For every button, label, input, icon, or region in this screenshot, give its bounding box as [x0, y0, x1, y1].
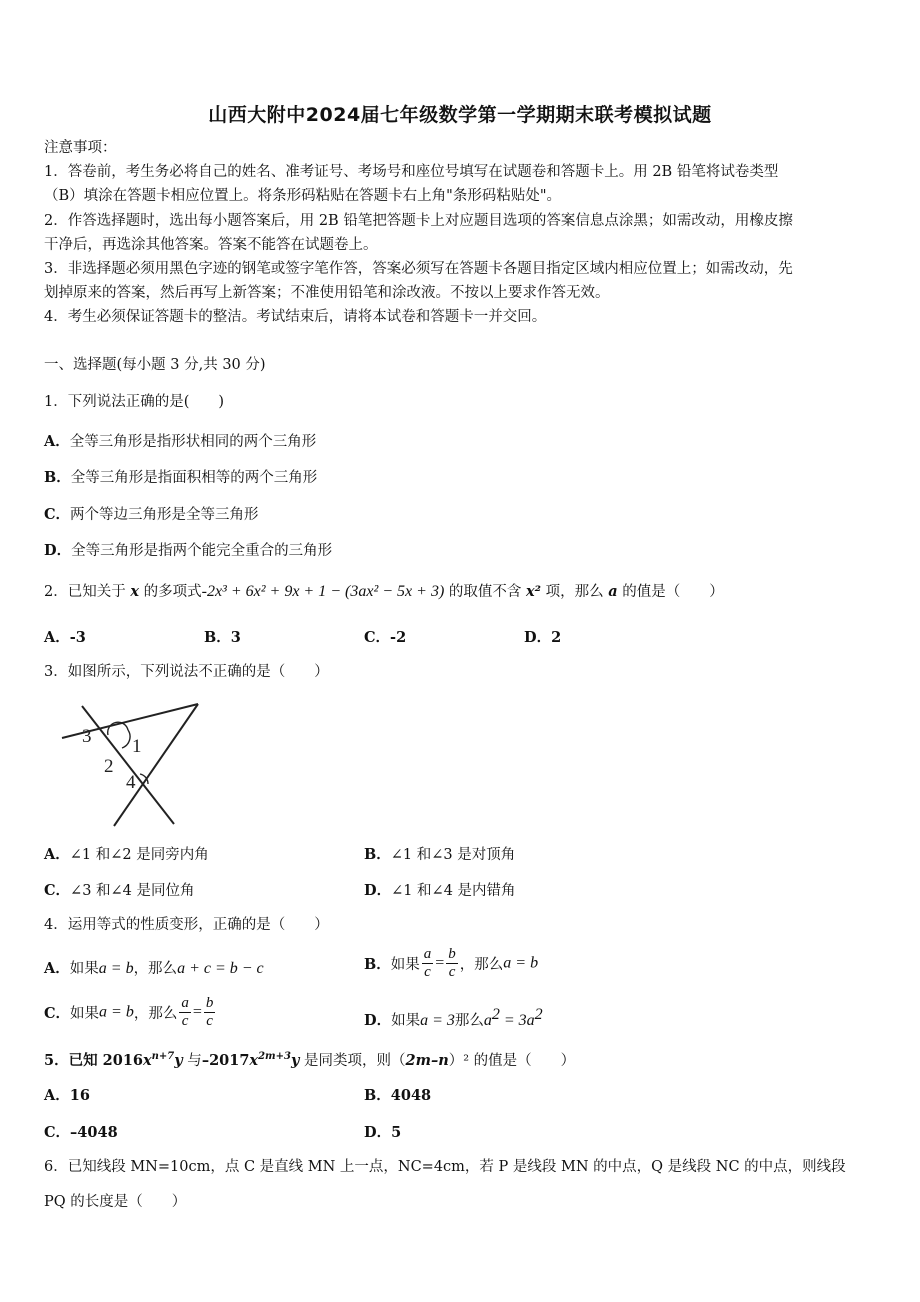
stem-text: 是同类项，则（: [299, 1052, 406, 1069]
option-text: 如果: [70, 1006, 100, 1022]
option-letter: D．: [524, 629, 552, 646]
option-letter: D．: [44, 542, 72, 559]
exponent: 2m+3: [258, 1051, 291, 1062]
option-text: -3: [69, 629, 86, 646]
option-letter: C．: [44, 1124, 71, 1141]
option-text: 如果: [391, 1012, 421, 1029]
option-letter: C．: [44, 1005, 71, 1022]
fraction-denominator: c: [424, 964, 431, 980]
option-letter: D．: [364, 1011, 392, 1029]
option-text: ，那么: [133, 1006, 178, 1022]
option-text: 2: [551, 629, 562, 646]
figure-label-3: 3: [82, 726, 92, 747]
option-letter: D．: [364, 1124, 392, 1141]
q4-option-d: [364, 1006, 543, 1030]
notice-heading: 注意事项：: [44, 140, 117, 156]
fraction: [446, 946, 458, 981]
stem-text: ）² 的值是（ ）: [448, 1052, 576, 1069]
option-text: -2: [390, 629, 407, 646]
q4-option-a: [44, 957, 264, 978]
notice-line: 2．作答选择题时，选出每小题答案后，用 2B 铅笔把答题卡上对应题目选项的答案信息点涂黑；如需改动，用橡皮擦: [44, 213, 793, 229]
option-letter: A．: [44, 629, 70, 646]
question-4-stem: 4．运用等式的性质变形，正确的是（ ）: [44, 917, 329, 933]
option-letter: A．: [44, 1087, 70, 1104]
section-heading: 一、选择题(每小题 3 分,共 30 分): [44, 357, 266, 373]
option-text: 全等三角形是指面积相等的两个三角形: [70, 470, 318, 486]
q3-option-a: [44, 843, 209, 864]
fraction-numerator: a: [423, 946, 432, 962]
option-letter: B．: [44, 469, 71, 486]
variable: y: [174, 1051, 183, 1069]
variable: y: [290, 1051, 300, 1069]
exponent: n+7: [151, 1051, 175, 1062]
option-text: 如果: [390, 957, 420, 973]
option-text: ，那么: [459, 957, 504, 973]
option-letter: B．: [364, 846, 391, 863]
option-text: 16: [69, 1087, 90, 1104]
variable-a: a: [608, 583, 618, 600]
option-text: 那么: [454, 1012, 484, 1029]
equals-sign: =: [435, 954, 445, 972]
option-math: = 3a: [499, 1011, 535, 1029]
option-letter: A．: [44, 960, 70, 977]
question-6-stem: 6．已知线段 MN=10cm，点 C 是直线 MN 上一点，NC=4cm，若 P 是线段 MN 的中点，Q 是线段 NC 的中点，则线段: [44, 1159, 846, 1175]
q5-option-b: [364, 1084, 431, 1105]
exponent: 2: [534, 1006, 543, 1023]
equals-sign: =: [192, 1003, 202, 1021]
option-math: a + c = b − c: [177, 960, 264, 977]
option-text: 4048: [390, 1087, 432, 1104]
angles-figure: [56, 692, 206, 832]
option-letter: C．: [44, 506, 71, 523]
figure-label-4: 4: [126, 772, 136, 793]
option-text: ∠3 和∠4 是同位角: [70, 883, 195, 899]
notice-line: 3．非选择题必须用黑色字迹的钢笔或签字笔作答，答案必须写在答题卡各题目指定区域内相应位置上；如需改动，先: [44, 261, 793, 277]
term-x-squared: x²: [526, 583, 541, 600]
option-text: –4048: [70, 1124, 118, 1141]
q4-option-c: [44, 995, 217, 1030]
stem-text: 与: [182, 1052, 202, 1069]
variable: x: [249, 1051, 259, 1069]
option-text: ，那么: [133, 961, 178, 977]
option-text: 5: [391, 1124, 402, 1141]
fraction-denominator: c: [448, 964, 456, 980]
option-math: a = 3: [420, 1011, 455, 1029]
fraction-numerator: b: [205, 995, 214, 1011]
stem-text: 的多项式: [139, 584, 202, 600]
figure-label-2: 2: [104, 756, 114, 777]
fraction: [204, 995, 216, 1030]
q5-option-d: [364, 1121, 401, 1142]
q3-option-d: [364, 879, 516, 900]
option-letter: D．: [364, 882, 392, 899]
option-text: 全等三角形是指两个能完全重合的三角形: [71, 543, 333, 559]
fraction-numerator: a: [181, 995, 189, 1011]
polynomial-expression: -2x³ + 6x² + 9x + 1 − (3ax² − 5x + 3): [201, 583, 445, 600]
option-text: 如果: [69, 961, 99, 977]
fraction-numerator: b: [448, 946, 456, 962]
exponent: 2: [491, 1006, 500, 1023]
q3-option-c: [44, 879, 195, 900]
option-letter: B．: [204, 629, 231, 646]
fraction: [422, 946, 434, 981]
option-math: a = b: [98, 960, 134, 977]
stem-text: 的取值不含: [444, 584, 526, 600]
variable: x: [143, 1051, 152, 1069]
stem-text: 2．已知关于: [44, 584, 131, 600]
q2-option-b: [204, 626, 241, 647]
option-text: 全等三角形是指形状相同的两个三角形: [69, 434, 317, 450]
option-math: a = b: [99, 1003, 134, 1021]
q2-option-c: [364, 626, 406, 647]
option-text: ∠1 和∠3 是对顶角: [390, 847, 516, 863]
notice-line: 4．考生必须保证答题卡的整洁。考试结束后，请将本试卷和答题卡一并交回。: [44, 309, 547, 325]
question-5-stem: [44, 1047, 575, 1071]
option-text: ∠1 和∠2 是同旁内角: [69, 847, 209, 863]
fraction-denominator: c: [181, 1013, 189, 1029]
notice-line: 划掉原来的答案，然后再写上新答案；不准使用铅笔和涂改液。不按以上要求作答无效。: [44, 285, 610, 301]
option-letter: A．: [44, 433, 70, 450]
q2-option-a: [44, 626, 86, 647]
q4-option-b: [364, 946, 538, 981]
question-1-stem: 1．下列说法正确的是( ): [44, 394, 225, 410]
q5-option-c: [44, 1121, 118, 1142]
option-text: ∠1 和∠4 是内错角: [391, 883, 516, 899]
option-math: a: [483, 1011, 492, 1029]
q1-option-a: [44, 432, 316, 452]
angle-arc: [122, 730, 130, 748]
variable-x: x: [130, 583, 139, 600]
option-text: 3: [230, 629, 241, 646]
q1-option-b: [44, 468, 317, 488]
stem-text: 5．已知 2016: [44, 1051, 143, 1069]
question-6-stem-continued: PQ 的长度是（ ）: [44, 1194, 187, 1210]
option-letter: C．: [364, 629, 391, 646]
notice-line: 1．答卷前，考生务必将自己的姓名、准考证号、考场号和座位号填写在试题卷和答题卡上。用 2B 铅笔将试卷类型: [44, 164, 779, 180]
q2-option-d: [524, 626, 561, 647]
option-letter: B．: [364, 1087, 391, 1104]
stem-text: 的值是（ ）: [617, 584, 724, 600]
option-math: a = b: [503, 954, 539, 972]
fraction-denominator: c: [206, 1013, 213, 1029]
stem-text: 项，那么: [541, 584, 609, 600]
expression: 2m–n: [405, 1051, 449, 1069]
question-3-stem: 3．如图所示，下列说法不正确的是（ ）: [44, 664, 329, 680]
option-letter: C．: [44, 882, 71, 899]
fraction: [179, 995, 191, 1030]
option-text: 两个等边三角形是全等三角形: [70, 507, 259, 523]
q5-option-a: [44, 1084, 90, 1105]
q3-option-b: [364, 843, 515, 864]
figure-label-1: 1: [132, 736, 142, 757]
notice-line: 干净后，再选涂其他答案。答案不能答在试题卷上。: [44, 237, 378, 253]
option-letter: A．: [44, 846, 70, 863]
question-2-stem: [44, 582, 724, 602]
q1-option-d: [44, 541, 332, 561]
notice-line: （B）填涂在答题卡相应位置上。将条形码粘贴在答题卡右上角"条形码粘贴处"。: [44, 188, 561, 204]
option-letter: B．: [364, 956, 391, 973]
q1-option-c: [44, 505, 259, 525]
page-title: 山西大附中2024届七年级数学第一学期期末联考模拟试题: [208, 104, 712, 126]
coefficient: –2017: [201, 1051, 250, 1069]
